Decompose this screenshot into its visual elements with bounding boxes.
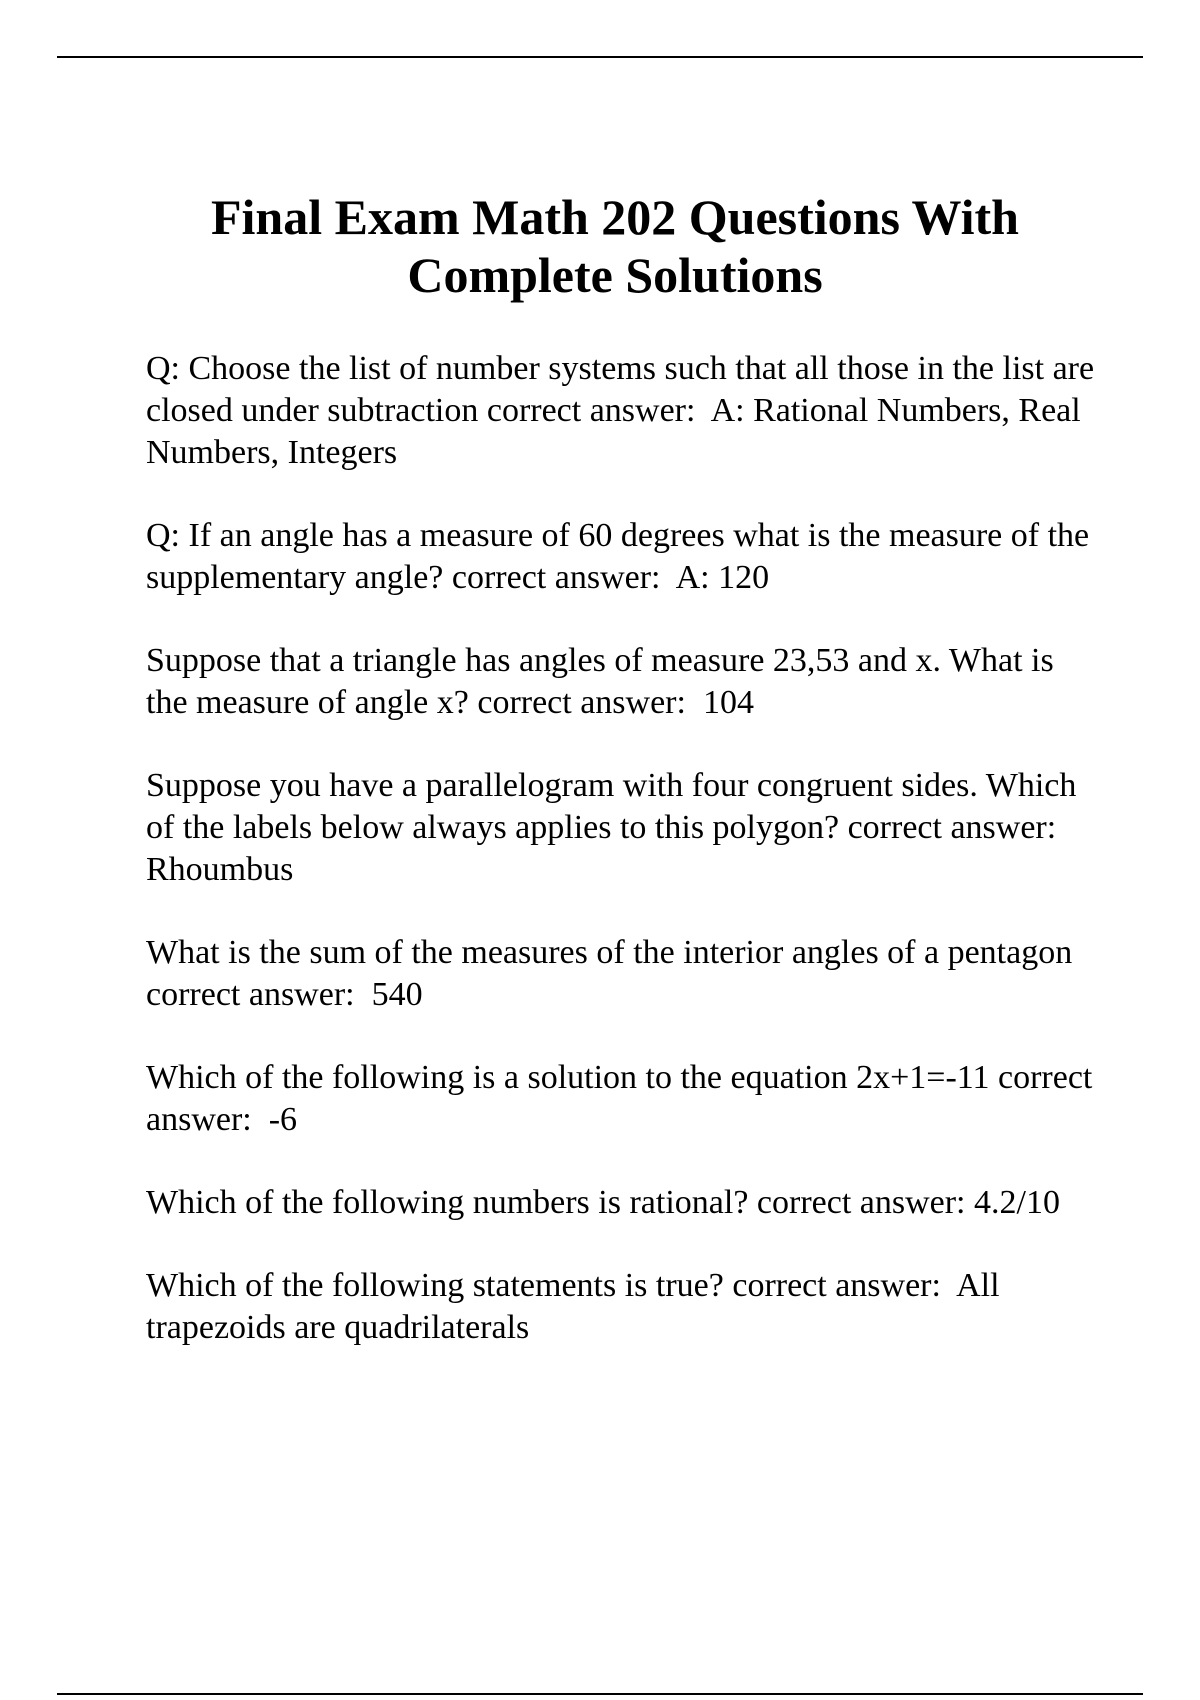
question-list <box>146 348 1103 1390</box>
question-item: Which of the following is a solution to the equation 2x+1=-11 correct answer: -6 <box>146 1059 1101 1138</box>
bottom-divider <box>57 1693 1143 1695</box>
document-title: Final Exam Math 202 Questions With Complete Solutions <box>211 189 1019 303</box>
question-item: Q: Choose the list of number systems such that all those in the list are closed under subtraction correct answer: A: Rational Numbers, Real Numbers, Integers <box>146 350 1103 471</box>
question-item: What is the sum of the measures of the interior angles of a pentagon correct answer: 540 <box>146 934 1081 1013</box>
question-item: Which of the following numbers is rational? correct answer: 4.2/10 <box>146 1184 1060 1221</box>
question-item: Which of the following statements is true? correct answer: All trapezoids are quadrilaterals <box>146 1267 1009 1346</box>
question-item: Suppose you have a parallelogram with four congruent sides. Which of the labels below always applies to this polygon? correct answer: Rhoumbus <box>146 767 1085 888</box>
top-divider <box>57 56 1143 58</box>
question-item: Suppose that a triangle has angles of measure 23,53 and x. What is the measure of angle x? correct answer: 104 <box>146 642 1063 721</box>
question-item: Q: If an angle has a measure of 60 degrees what is the measure of the supplementary angle? correct answer: A: 120 <box>146 517 1098 596</box>
